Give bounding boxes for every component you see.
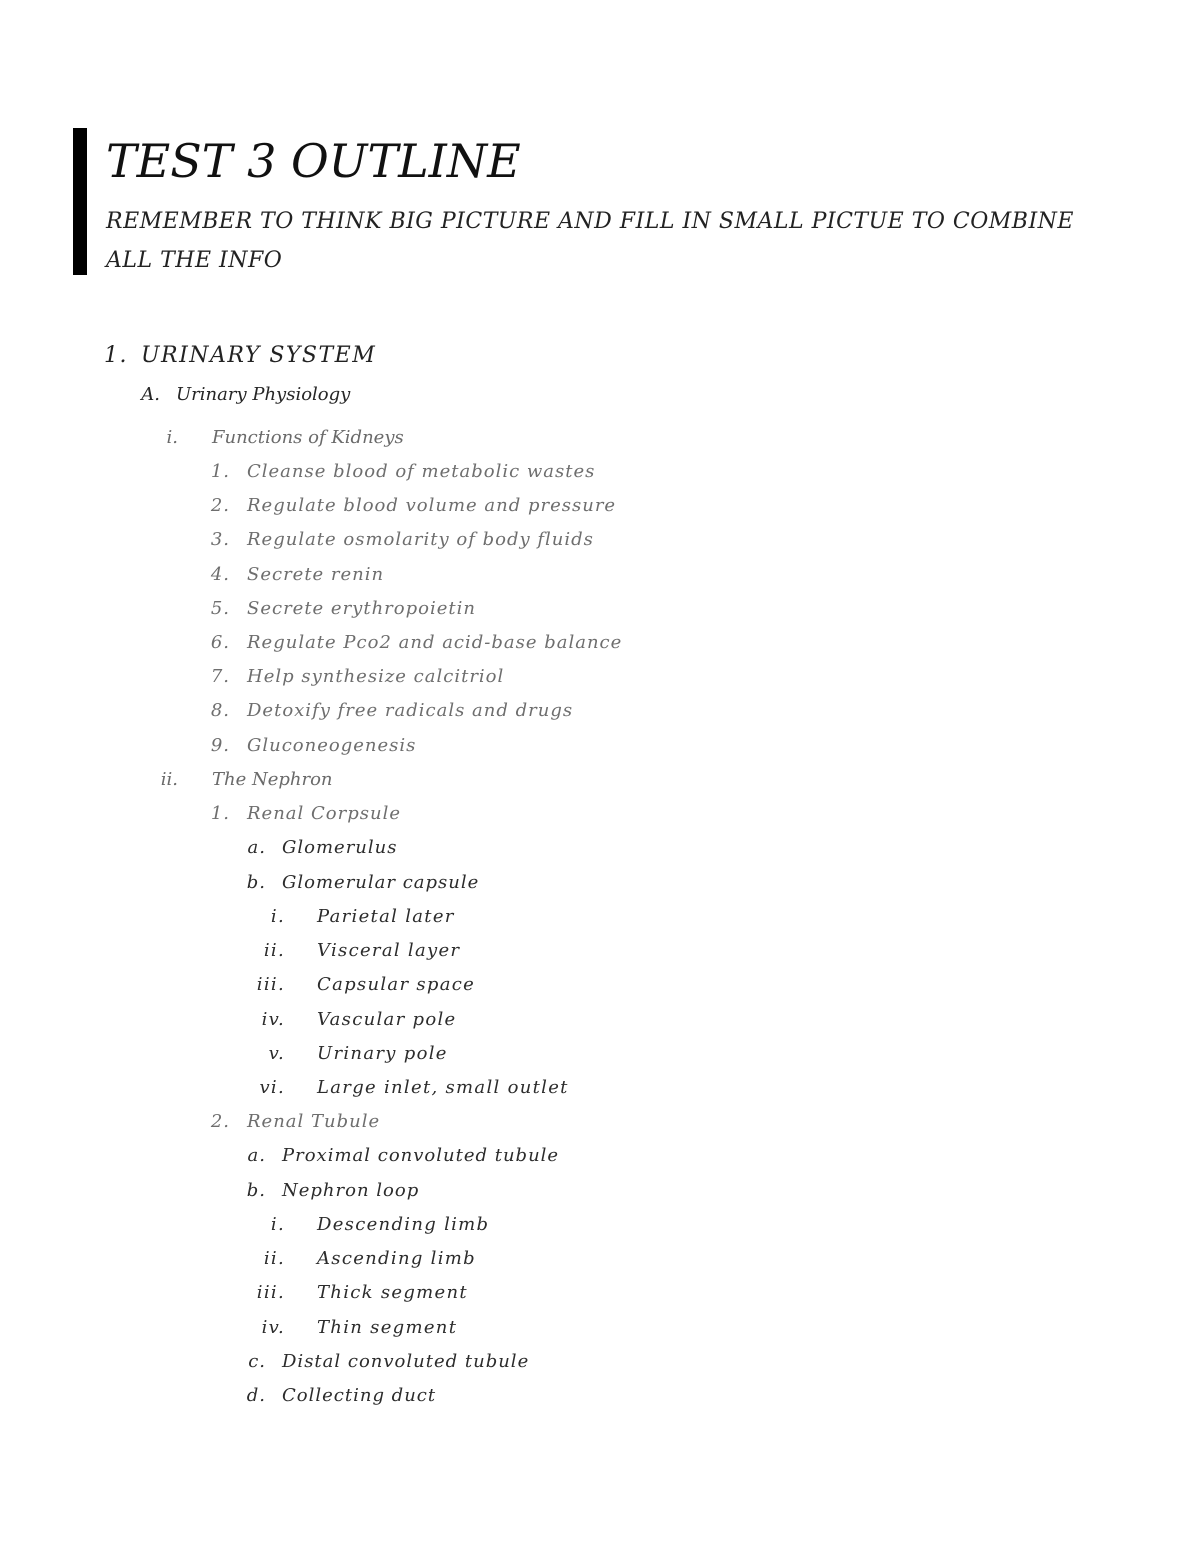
outline-marker: iii. bbox=[256, 1282, 285, 1303]
outline-text: Visceral layer bbox=[317, 940, 461, 961]
outline-marker: 6. bbox=[210, 632, 230, 653]
outline-item bbox=[0, 972, 1200, 998]
outline-text: Urinary pole bbox=[317, 1043, 448, 1064]
outline-text: Ascending limb bbox=[317, 1248, 476, 1269]
outline-item bbox=[0, 801, 1200, 827]
outline-text: Descending limb bbox=[317, 1214, 490, 1235]
outline-marker: 5. bbox=[210, 598, 230, 619]
outline-marker: 7. bbox=[210, 666, 230, 687]
outline-item bbox=[0, 904, 1200, 930]
outline-marker: 2. bbox=[210, 1111, 230, 1132]
outline-item bbox=[0, 1041, 1200, 1067]
outline-item bbox=[0, 1007, 1200, 1033]
outline-marker: ii. bbox=[263, 1248, 285, 1269]
outline-marker: 3. bbox=[210, 529, 230, 550]
outline-text: Collecting duct bbox=[282, 1385, 437, 1406]
outline-marker: 8. bbox=[210, 700, 230, 721]
outline-marker: A. bbox=[141, 384, 160, 405]
page-title: TEST 3 OUTLINE bbox=[106, 134, 521, 188]
outline-marker: vi. bbox=[259, 1077, 285, 1098]
outline-marker: b. bbox=[246, 1180, 266, 1201]
outline-text: Nephron loop bbox=[282, 1180, 420, 1201]
outline-marker: iv. bbox=[261, 1317, 285, 1338]
outline-text: Thick segment bbox=[317, 1282, 468, 1303]
outline-item bbox=[0, 459, 1200, 485]
outline-text: Functions of Kidneys bbox=[212, 427, 404, 448]
outline-item bbox=[0, 425, 1200, 451]
outline-item bbox=[0, 562, 1200, 588]
title-accent-bar bbox=[73, 128, 87, 275]
outline-marker: b. bbox=[246, 872, 266, 893]
outline-text: Capsular space bbox=[317, 974, 476, 995]
outline-item bbox=[0, 870, 1200, 896]
outline-marker: i. bbox=[166, 427, 178, 448]
outline-text: Secrete renin bbox=[247, 564, 385, 585]
outline-text: Vascular pole bbox=[317, 1009, 457, 1030]
outline-text: Thin segment bbox=[317, 1317, 458, 1338]
outline-item bbox=[0, 382, 1200, 408]
outline-marker: ii. bbox=[160, 769, 178, 790]
outline-text: Regulate Pco2 and acid-base balance bbox=[247, 632, 623, 653]
outline-text: Renal Corpsule bbox=[247, 803, 401, 824]
page-subtitle: REMEMBER TO THINK BIG PICTURE AND FILL IN SMALL PICTUE TO COMBINE ALL THE INFO bbox=[106, 209, 1074, 273]
outline-marker: 9. bbox=[210, 735, 230, 756]
outline-item bbox=[0, 1178, 1200, 1204]
outline-item bbox=[0, 493, 1200, 519]
outline-item bbox=[0, 1075, 1200, 1101]
outline-marker: 4. bbox=[210, 564, 230, 585]
outline-marker: a. bbox=[247, 837, 266, 858]
outline-text: Glomerular capsule bbox=[282, 872, 480, 893]
outline-text: Detoxify free radicals and drugs bbox=[247, 700, 574, 721]
outline-marker: 2. bbox=[210, 495, 230, 516]
outline-text: Help synthesize calcitriol bbox=[247, 666, 505, 687]
outline-item bbox=[0, 1383, 1200, 1409]
outline-text: Cleanse blood of metabolic wastes bbox=[247, 461, 596, 482]
outline-text: Proximal convoluted tubule bbox=[282, 1145, 560, 1166]
outline-text: Urinary Physiology bbox=[176, 384, 351, 405]
outline-text: Distal convoluted tubule bbox=[282, 1351, 530, 1372]
outline-item bbox=[0, 1143, 1200, 1169]
outline-marker: i. bbox=[270, 1214, 285, 1235]
outline-text: Glomerulus bbox=[282, 837, 398, 858]
outline-marker: 1. bbox=[210, 461, 230, 482]
outline-text: Parietal later bbox=[317, 906, 455, 927]
outline-marker: 1. bbox=[104, 343, 128, 368]
outline-marker: c. bbox=[248, 1351, 266, 1372]
outline-text: Large inlet, small outlet bbox=[317, 1077, 569, 1098]
outline-item bbox=[0, 341, 1200, 371]
outline-item bbox=[0, 664, 1200, 690]
outline-item bbox=[0, 1349, 1200, 1375]
outline-item bbox=[0, 835, 1200, 861]
outline-item bbox=[0, 767, 1200, 793]
outline-marker: v. bbox=[268, 1043, 285, 1064]
outline-text: Regulate osmolarity of body fluids bbox=[247, 529, 594, 550]
outline-item bbox=[0, 1109, 1200, 1135]
outline-item bbox=[0, 1280, 1200, 1306]
outline-text: Secrete erythropoietin bbox=[247, 598, 476, 619]
outline-item bbox=[0, 596, 1200, 622]
outline-item bbox=[0, 527, 1200, 553]
outline-item bbox=[0, 733, 1200, 759]
outline-item bbox=[0, 1315, 1200, 1341]
outline-marker: a. bbox=[247, 1145, 266, 1166]
outline-marker: i. bbox=[270, 906, 285, 927]
outline-item bbox=[0, 698, 1200, 724]
outline-text: URINARY SYSTEM bbox=[141, 343, 377, 368]
outline-item bbox=[0, 1246, 1200, 1272]
outline-text: Renal Tubule bbox=[247, 1111, 381, 1132]
outline-item bbox=[0, 938, 1200, 964]
outline-marker: iii. bbox=[256, 974, 285, 995]
outline-marker: ii. bbox=[263, 940, 285, 961]
outline-text: The Nephron bbox=[212, 769, 333, 790]
outline-marker: iv. bbox=[261, 1009, 285, 1030]
outline-marker: 1. bbox=[210, 803, 230, 824]
outline-item bbox=[0, 1212, 1200, 1238]
outline-text: Gluconeogenesis bbox=[247, 735, 417, 756]
outline-item bbox=[0, 630, 1200, 656]
outline-marker: d. bbox=[246, 1385, 266, 1406]
outline-text: Regulate blood volume and pressure bbox=[247, 495, 617, 516]
